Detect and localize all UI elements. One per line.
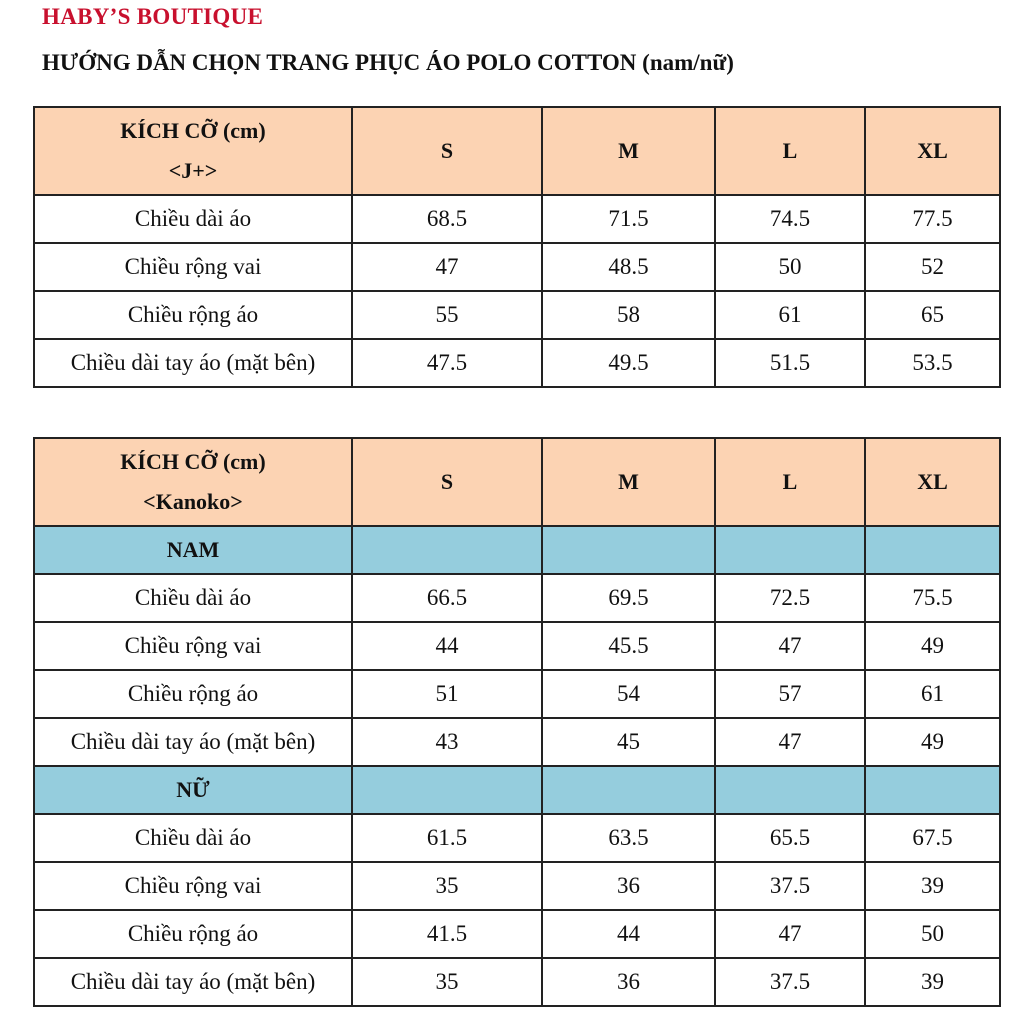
value-cell: 45 [542, 718, 715, 766]
table-header-row [34, 438, 1000, 526]
row-label: Chiều dài áo [34, 814, 352, 862]
size-table-kanoko [33, 437, 1001, 1007]
section-empty-cell [542, 766, 715, 814]
value-cell: 35 [352, 958, 542, 1006]
table-row [34, 195, 1000, 243]
value-cell: 58 [542, 291, 715, 339]
page-heading: HƯỚNG DẪN CHỌN TRANG PHỤC ÁO POLO COTTON (nam/nữ) [42, 50, 734, 75]
value-cell: 47 [715, 910, 865, 958]
value-cell: 65.5 [715, 814, 865, 862]
row-label: Chiều rộng áo [34, 670, 352, 718]
size-header-m: M [542, 107, 715, 195]
row-label: Chiều rộng vai [34, 243, 352, 291]
value-cell: 47 [715, 718, 865, 766]
table-row [34, 910, 1000, 958]
value-cell: 45.5 [542, 622, 715, 670]
value-cell: 37.5 [715, 958, 865, 1006]
size-table-jplus [33, 106, 1001, 388]
row-label: Chiều dài tay áo (mặt bên) [34, 339, 352, 387]
size-header-xl: XL [865, 438, 1000, 526]
row-label: Chiều rộng áo [34, 910, 352, 958]
section-empty-cell [715, 766, 865, 814]
section-row-nam [34, 526, 1000, 574]
row-label: Chiều dài áo [34, 195, 352, 243]
value-cell: 35 [352, 862, 542, 910]
size-header-s: S [352, 438, 542, 526]
table-row [34, 622, 1000, 670]
section-row-nu [34, 766, 1000, 814]
value-cell: 63.5 [542, 814, 715, 862]
size-header-l: L [715, 438, 865, 526]
section-title: NỮ [34, 766, 352, 814]
value-cell: 39 [865, 958, 1000, 1006]
value-cell: 52 [865, 243, 1000, 291]
value-cell: 41.5 [352, 910, 542, 958]
brand-title: HABY’S BOUTIQUE [42, 4, 264, 29]
value-cell: 36 [542, 958, 715, 1006]
value-cell: 43 [352, 718, 542, 766]
value-cell: 49.5 [542, 339, 715, 387]
table-row [34, 339, 1000, 387]
value-cell: 74.5 [715, 195, 865, 243]
value-cell: 44 [352, 622, 542, 670]
size-header-xl: XL [865, 107, 1000, 195]
value-cell: 55 [352, 291, 542, 339]
value-cell: 49 [865, 718, 1000, 766]
value-cell: 50 [715, 243, 865, 291]
section-empty-cell [352, 766, 542, 814]
table-row [34, 958, 1000, 1006]
value-cell: 48.5 [542, 243, 715, 291]
value-cell: 47 [715, 622, 865, 670]
value-cell: 51 [352, 670, 542, 718]
value-cell: 65 [865, 291, 1000, 339]
size-label-title: KÍCH CỠ (cm) [120, 118, 266, 143]
value-cell: 39 [865, 862, 1000, 910]
value-cell: 69.5 [542, 574, 715, 622]
section-title: NAM [34, 526, 352, 574]
value-cell: 77.5 [865, 195, 1000, 243]
value-cell: 44 [542, 910, 715, 958]
table-row [34, 291, 1000, 339]
value-cell: 72.5 [715, 574, 865, 622]
section-empty-cell [542, 526, 715, 574]
value-cell: 68.5 [352, 195, 542, 243]
size-header-l: L [715, 107, 865, 195]
value-cell: 50 [865, 910, 1000, 958]
value-cell: 61 [715, 291, 865, 339]
size-label-cell [34, 107, 352, 195]
table-header-row [34, 107, 1000, 195]
section-empty-cell [865, 766, 1000, 814]
row-label: Chiều rộng vai [34, 862, 352, 910]
row-label: Chiều rộng áo [34, 291, 352, 339]
row-label: Chiều rộng vai [34, 622, 352, 670]
size-label-title: KÍCH CỠ (cm) [120, 449, 266, 474]
table-row [34, 814, 1000, 862]
table-row [34, 718, 1000, 766]
table-row [34, 862, 1000, 910]
value-cell: 57 [715, 670, 865, 718]
value-cell: 71.5 [542, 195, 715, 243]
value-cell: 36 [542, 862, 715, 910]
value-cell: 54 [542, 670, 715, 718]
table-row [34, 574, 1000, 622]
row-label: Chiều dài tay áo (mặt bên) [34, 958, 352, 1006]
value-cell: 61.5 [352, 814, 542, 862]
size-label-cell [34, 438, 352, 526]
value-cell: 51.5 [715, 339, 865, 387]
table-row [34, 243, 1000, 291]
value-cell: 53.5 [865, 339, 1000, 387]
value-cell: 75.5 [865, 574, 1000, 622]
row-label: Chiều dài áo [34, 574, 352, 622]
row-label: Chiều dài tay áo (mặt bên) [34, 718, 352, 766]
section-empty-cell [352, 526, 542, 574]
size-label-model: <J+> [168, 158, 218, 183]
value-cell: 49 [865, 622, 1000, 670]
section-empty-cell [865, 526, 1000, 574]
value-cell: 37.5 [715, 862, 865, 910]
value-cell: 67.5 [865, 814, 1000, 862]
section-empty-cell [715, 526, 865, 574]
value-cell: 61 [865, 670, 1000, 718]
value-cell: 47 [352, 243, 542, 291]
value-cell: 66.5 [352, 574, 542, 622]
size-label-model: <Kanoko> [143, 489, 243, 514]
size-header-s: S [352, 107, 542, 195]
size-header-m: M [542, 438, 715, 526]
value-cell: 47.5 [352, 339, 542, 387]
table-row [34, 670, 1000, 718]
